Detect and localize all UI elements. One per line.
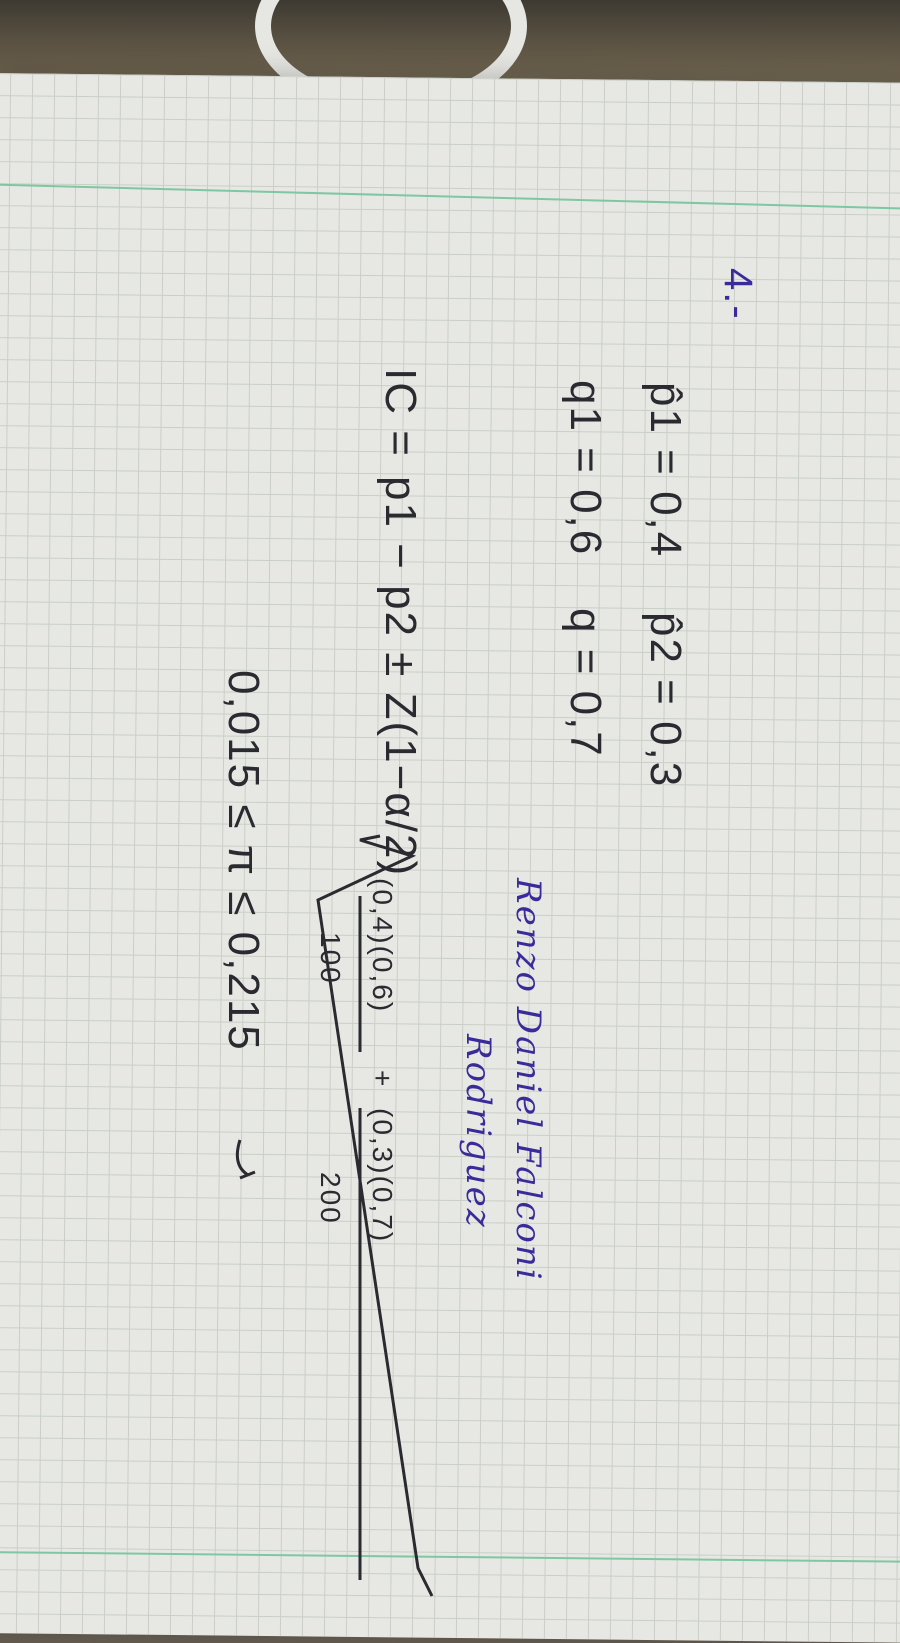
problem-number: 4.- bbox=[716, 268, 760, 321]
given-q1: q1 = 0,6 bbox=[561, 380, 610, 557]
radical-plus-sign: + bbox=[367, 1070, 398, 1089]
confidence-interval-result: 0,015 ≤ π ≤ 0,215 bbox=[219, 670, 268, 1052]
formula-lhs: IC = bbox=[376, 368, 425, 458]
author-name-line2: Rodriguez bbox=[458, 1034, 498, 1229]
radical-term1-denominator: 100 bbox=[315, 932, 346, 985]
given-q2: q = 0,7 bbox=[561, 608, 610, 758]
radical-term1-numerator: (0,4)(0,6) bbox=[367, 878, 398, 1014]
given-p1-hat: p̂1 = 0,4 bbox=[641, 382, 690, 559]
formula-difference: p1 − p2 ± Z(1−α/2) bbox=[376, 476, 425, 878]
author-name-line1: Renzo Daniel Falconi bbox=[508, 878, 548, 1282]
radical-term2-numerator: (0,3)(0,7) bbox=[367, 1108, 398, 1244]
given-p2-hat: p̂2 = 0,3 bbox=[641, 612, 690, 789]
radical-term2-denominator: 200 bbox=[315, 1172, 346, 1225]
